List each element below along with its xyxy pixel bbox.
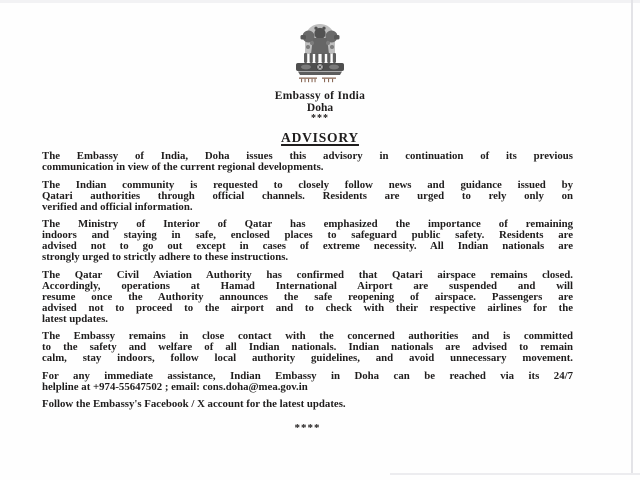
paragraph-line-contact: helpline at +974-55647502 ; email: cons.doha@mea.gov.in bbox=[42, 380, 308, 393]
advisory-paragraph bbox=[42, 371, 573, 393]
satyameva-jayate-motto bbox=[299, 78, 336, 83]
footer-separator: **** bbox=[294, 422, 321, 434]
paragraph-line: advised not to proceed to the airport and to check with their respective airlines for the bbox=[42, 301, 573, 314]
paragraph-line: The Embassy of India, Doha issues this advisory in continuation of its previous bbox=[42, 150, 573, 162]
advisory-paragraph bbox=[42, 151, 573, 173]
advisory-paragraph bbox=[42, 180, 573, 213]
advisory-body bbox=[42, 151, 573, 434]
paragraph-line: Accordingly, operations at Hamad International Airport are suspended and will bbox=[42, 279, 573, 292]
paragraph-line: verified and official information. bbox=[42, 200, 193, 213]
advisory-paragraph bbox=[42, 219, 573, 263]
advisory-paragraph bbox=[42, 399, 573, 410]
paragraph-line: The Ministry of Interior of Qatar has emphasized the importance of remaining bbox=[42, 218, 573, 230]
advisory-title: ADVISORY bbox=[281, 130, 359, 145]
paragraph-line: strongly urged to strictly adhere to these instructions. bbox=[42, 251, 289, 263]
paragraph-line: For any immediate assistance, Indian Embassy in Doha can be reached via its 24/7 bbox=[42, 369, 573, 382]
paragraph-line: calm, stay indoors, follow local authority guidelines, and avoid unnecessary movement. bbox=[42, 352, 573, 364]
advisory-paragraph bbox=[42, 331, 573, 364]
paragraph-line: The Qatar Civil Aviation Authority has confirmed that Qatari airspace remains closed. bbox=[42, 268, 573, 281]
header-separator: *** bbox=[311, 113, 329, 124]
paragraph-line: indoors and staying in safe, enclosed places to safeguard public safety. Residents are bbox=[42, 229, 573, 241]
scan-edge-bottom bbox=[390, 473, 640, 475]
paragraph-line: The Embassy remains in close contact with the concerned authorities and is committed bbox=[42, 330, 573, 342]
paragraph-line: Follow the Embassy's Facebook / X account for the latest updates. bbox=[42, 398, 346, 410]
advisory-paragraph bbox=[42, 270, 573, 325]
paragraph-line: resume once the Authority announces the safe reopening of airspace. Passengers are bbox=[42, 290, 573, 303]
paragraph-line: advised not to go out except in cases of extreme necessity. All Indian nationals are bbox=[42, 240, 573, 252]
organization-name: Embassy of India bbox=[274, 90, 366, 102]
document-header bbox=[0, 0, 640, 146]
paragraph-line: latest updates. bbox=[42, 312, 108, 325]
organization-location: Doha bbox=[306, 102, 334, 114]
paragraph-line: to the safety and welfare of all Indian nationals. Indian nationals are advised to remain bbox=[42, 341, 573, 353]
india-state-emblem-icon bbox=[292, 23, 348, 83]
paragraph-line: Qatari authorities through official channels. Residents are urged to rely only on bbox=[42, 189, 573, 202]
paragraph-line: The Indian community is requested to closely follow news and guidance issued by bbox=[42, 178, 573, 191]
lion-capital bbox=[296, 24, 344, 75]
paragraph-line: communication in view of the current regional developments. bbox=[42, 161, 324, 173]
dharma-chakra-icon bbox=[317, 64, 323, 70]
